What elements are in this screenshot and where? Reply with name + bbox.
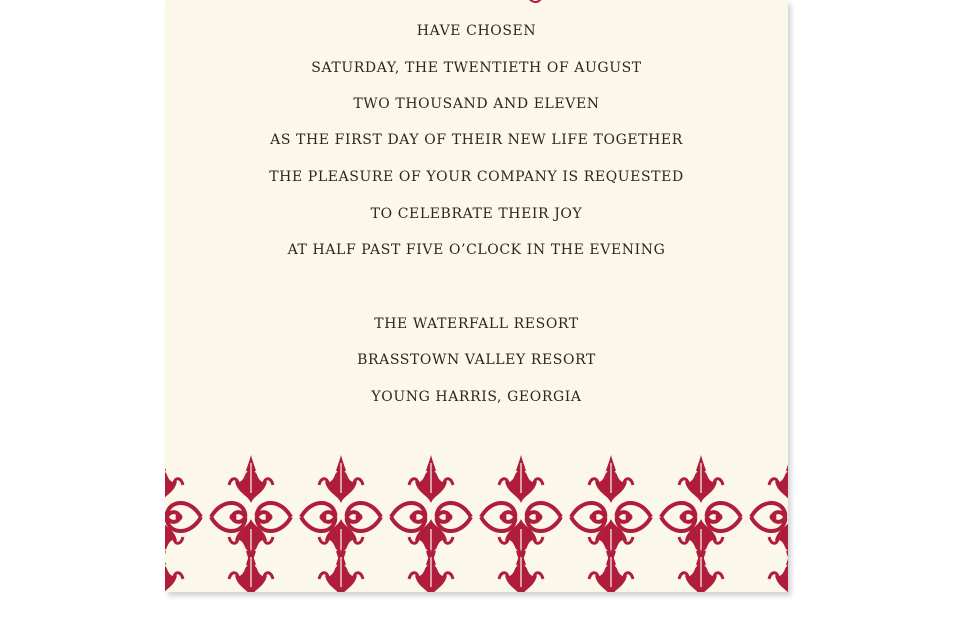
invitation-line: AT HALF PAST FIVE O’CLOCK IN THE EVENING xyxy=(287,242,666,258)
venue-line: YOUNG HARRIS, GEORGIA xyxy=(371,389,582,405)
invitation-line: AS THE FIRST DAY OF THEIR NEW LIFE TOGETHER xyxy=(270,132,683,148)
invitation-card xyxy=(165,0,788,592)
invitation-line: SATURDAY, THE TWENTIETH OF AUGUST xyxy=(311,60,642,76)
venue-line: THE WATERFALL RESORT xyxy=(374,316,579,332)
invitation-text xyxy=(165,0,788,420)
invitation-line: TWO THOUSAND AND ELEVEN xyxy=(353,96,600,112)
invitation-line: TO CELEBRATE THEIR JOY xyxy=(370,206,583,222)
damask-border-pattern xyxy=(165,445,788,592)
invitation-line: THE PLEASURE OF YOUR COMPANY IS REQUESTED xyxy=(269,169,684,185)
invitation-line: HAVE CHOSEN xyxy=(416,23,537,39)
venue-line: BRASSTOWN VALLEY RESORT xyxy=(357,352,596,368)
